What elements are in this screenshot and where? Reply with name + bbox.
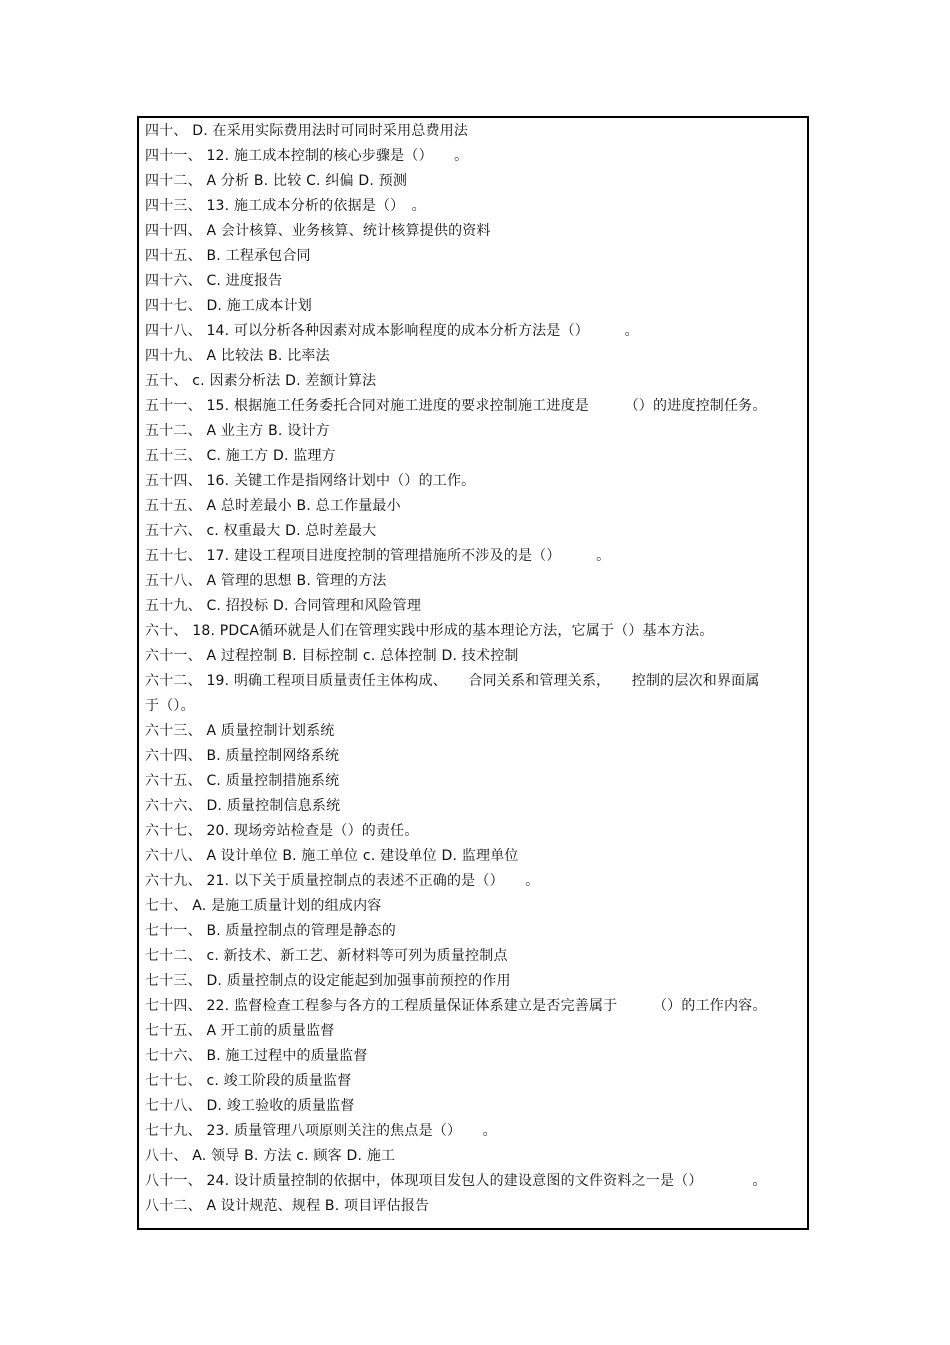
text-line: 八十、 A. 领导 B. 方法 c. 顾客 D. 施工 <box>145 1148 396 1164</box>
text-line: 四十四、 A 会计核算、业务核算、统计核算提供的资料 <box>145 223 491 239</box>
text-line: 七十一、 B. 质量控制点的管理是静态的 <box>145 923 396 939</box>
text-line: 六十七、 20. 现场旁站检查是（）的责任。 <box>145 823 419 839</box>
text-line: 五十七、 17. 建设工程项目进度控制的管理措施所不涉及的是（） 。 <box>145 548 611 564</box>
text-line: 六十四、 B. 质量控制网络系统 <box>145 748 340 764</box>
text-line: 四十二、 A 分析 B. 比较 C. 纠偏 D. 预测 <box>145 173 408 189</box>
text-line: 七十、 A. 是施工质量计划的组成内容 <box>145 898 382 914</box>
text-line: 五十一、 15. 根据施工任务委托合同对施工进度的要求控制施工进度是 （）的进度控制任务。 <box>145 398 767 414</box>
text-line: 四十三、 13. 施工成本分析的依据是（） 。 <box>145 198 426 214</box>
text-line: 八十二、 A 设计规范、规程 B. 项目评估报告 <box>145 1198 430 1214</box>
text-line: 五十、 c. 因素分析法 D. 差额计算法 <box>145 373 377 389</box>
text-line: 五十五、 A 总时差最小 B. 总工作量最小 <box>145 498 401 514</box>
text-line: 五十六、 c. 权重最大 D. 总时差最大 <box>145 523 377 539</box>
text-line: 五十三、 C. 施工方 D. 监理方 <box>145 448 336 464</box>
text-line: 五十二、 A 业主方 B. 设计方 <box>145 423 330 439</box>
text-line: 七十六、 B. 施工过程中的质量监督 <box>145 1048 368 1064</box>
text-line: 七十五、 A 开工前的质量监督 <box>145 1023 335 1039</box>
text-line: 七十七、 c. 竣工阶段的质量监督 <box>145 1073 352 1089</box>
text-line: 六十二、 19. 明确工程项目质量责任主体构成、 合同关系和管理关系， 控制的层次和界面属 <box>145 673 760 689</box>
text-line: 四十八、 14. 可以分析各种因素对成本影响程度的成本分析方法是（） 。 <box>145 323 639 339</box>
text-lines <box>145 119 799 1219</box>
text-line: 四十六、 C. 进度报告 <box>145 273 283 289</box>
text-line: 五十四、 16. 关键工作是指网络计划中（）的工作。 <box>145 473 476 489</box>
text-line: 四十一、 12. 施工成本控制的核心步骤是（） 。 <box>145 148 469 164</box>
text-line: 七十九、 23. 质量管理八项原则关注的焦点是（） 。 <box>145 1123 497 1139</box>
text-line: 七十三、 D. 质量控制点的设定能起到加强事前预控的作用 <box>145 973 511 989</box>
text-line: 四十九、 A 比较法 B. 比率法 <box>145 348 330 364</box>
text-line: 六十五、 C. 质量控制措施系统 <box>145 773 340 789</box>
text-line: 六十一、 A 过程控制 B. 目标控制 c. 总体控制 D. 技术控制 <box>145 648 519 664</box>
text-line: 四十五、 B. 工程承包合同 <box>145 248 311 264</box>
text-line: 六十六、 D. 质量控制信息系统 <box>145 798 341 814</box>
text-line: 七十四、 22. 监督检查工程参与各方的工程质量保证体系建立是否完善属于 （）的工作内容。 <box>145 998 767 1014</box>
text-line: 六十、 18. PDCA循环就是人们在管理实践中形成的基本理论方法，它属于（）基本方法。 <box>145 623 714 639</box>
text-line: 四十七、 D. 施工成本计划 <box>145 298 312 314</box>
text-line: 五十八、 A 管理的思想 B. 管理的方法 <box>145 573 387 589</box>
text-line: 六十三、 A 质量控制计划系统 <box>145 723 335 739</box>
text-line: 八十一、 24. 设计质量控制的依据中，体现项目发包人的建设意图的文件资料之一是（） 。 <box>145 1173 767 1189</box>
text-line: 六十八、 A 设计单位 B. 施工单位 c. 建设单位 D. 监理单位 <box>145 848 519 864</box>
text-line: 四十、 D. 在采用实际费用法时可同时采用总费用法 <box>145 123 469 139</box>
text-line: 七十二、 c. 新技术、新工艺、新材料等可列为质量控制点 <box>145 948 508 964</box>
text-line: 六十九、 21. 以下关于质量控制点的表述不正确的是（） 。 <box>145 873 540 889</box>
text-line: 七十八、 D. 竣工验收的质量监督 <box>145 1098 355 1114</box>
document-frame <box>137 116 809 1230</box>
text-line: 五十九、 C. 招投标 D. 合同管理和风险管理 <box>145 598 422 614</box>
text-line: 于（）。 <box>145 698 195 714</box>
